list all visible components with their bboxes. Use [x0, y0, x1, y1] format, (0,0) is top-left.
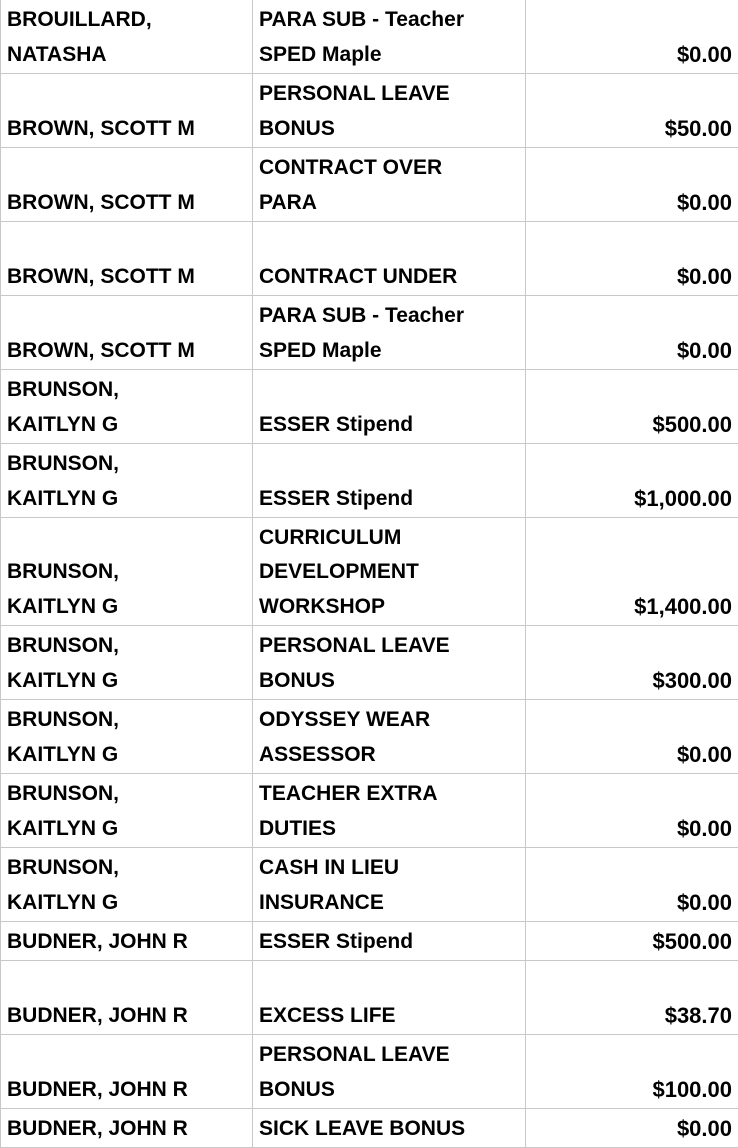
amount-cell: $0.00	[526, 222, 738, 296]
table-row	[1, 922, 738, 961]
amount-cell: $0.00	[526, 148, 738, 222]
amount-cell: $0.00	[526, 296, 738, 370]
employee-name-cell: BUDNER, JOHN R	[1, 922, 253, 961]
payment-type-cell: CURRICULUM DEVELOPMENT WORKSHOP	[253, 518, 526, 626]
employee-name-cell: BRUNSON, KAITLYN G	[1, 518, 253, 626]
payment-type-cell: PERSONAL LEAVE BONUS	[253, 626, 526, 700]
amount-cell: $100.00	[526, 1035, 738, 1109]
amount-cell: $1,000.00	[526, 444, 738, 518]
amount-cell: $0.00	[526, 1109, 738, 1148]
table-row	[1, 626, 738, 700]
payment-type-cell: CASH IN LIEU INSURANCE	[253, 848, 526, 922]
payment-type-cell: SICK LEAVE BONUS	[253, 1109, 526, 1148]
amount-cell: $300.00	[526, 626, 738, 700]
employee-name-cell: BROWN, SCOTT M	[1, 222, 253, 296]
employee-name-cell: BRUNSON, KAITLYN G	[1, 848, 253, 922]
employee-name-cell: BROWN, SCOTT M	[1, 74, 253, 148]
table-row	[1, 148, 738, 222]
payment-type-cell: ODYSSEY WEAR ASSESSOR	[253, 700, 526, 774]
table-row	[1, 370, 738, 444]
amount-cell: $0.00	[526, 774, 738, 848]
employee-name-cell: BRUNSON, KAITLYN G	[1, 626, 253, 700]
table-row	[1, 700, 738, 774]
employee-name-cell: BRUNSON, KAITLYN G	[1, 370, 253, 444]
table-row	[1, 1035, 738, 1109]
table-row	[1, 774, 738, 848]
table-row	[1, 1109, 738, 1148]
table-row	[1, 444, 738, 518]
payment-type-cell: EXCESS LIFE	[253, 961, 526, 1035]
table-row	[1, 0, 738, 74]
employee-name-cell: BRUNSON, KAITLYN G	[1, 444, 253, 518]
amount-cell: $38.70	[526, 961, 738, 1035]
payment-type-cell: CONTRACT UNDER	[253, 222, 526, 296]
payment-type-cell: TEACHER EXTRA DUTIES	[253, 774, 526, 848]
payment-type-cell: PARA SUB - Teacher SPED Maple	[253, 296, 526, 370]
amount-cell: $50.00	[526, 74, 738, 148]
table-row	[1, 74, 738, 148]
payment-type-cell: PERSONAL LEAVE BONUS	[253, 74, 526, 148]
employee-name-cell: BRUNSON, KAITLYN G	[1, 700, 253, 774]
payment-type-cell: ESSER Stipend	[253, 444, 526, 518]
payment-type-cell: PARA SUB - Teacher SPED Maple	[253, 0, 526, 74]
table-row	[1, 518, 738, 626]
table-row	[1, 222, 738, 296]
amount-cell: $0.00	[526, 848, 738, 922]
table-row	[1, 961, 738, 1035]
employee-name-cell: BROUILLARD, NATASHA	[1, 0, 253, 74]
amount-cell: $500.00	[526, 922, 738, 961]
payment-type-cell: ESSER Stipend	[253, 922, 526, 961]
employee-name-cell: BROWN, SCOTT M	[1, 296, 253, 370]
payment-type-cell: CONTRACT OVER PARA	[253, 148, 526, 222]
amount-cell: $1,400.00	[526, 518, 738, 626]
amount-cell: $0.00	[526, 0, 738, 74]
table-row	[1, 848, 738, 922]
employee-name-cell: BUDNER, JOHN R	[1, 961, 253, 1035]
employee-name-cell: BROWN, SCOTT M	[1, 148, 253, 222]
payment-type-cell: PERSONAL LEAVE BONUS	[253, 1035, 526, 1109]
employee-name-cell: BUDNER, JOHN R	[1, 1109, 253, 1148]
table-row	[1, 296, 738, 370]
employee-name-cell: BUDNER, JOHN R	[1, 1035, 253, 1109]
amount-cell: $0.00	[526, 700, 738, 774]
amount-cell: $500.00	[526, 370, 738, 444]
payments-table-body	[1, 0, 738, 1148]
payment-type-cell: ESSER Stipend	[253, 370, 526, 444]
employee-name-cell: BRUNSON, KAITLYN G	[1, 774, 253, 848]
